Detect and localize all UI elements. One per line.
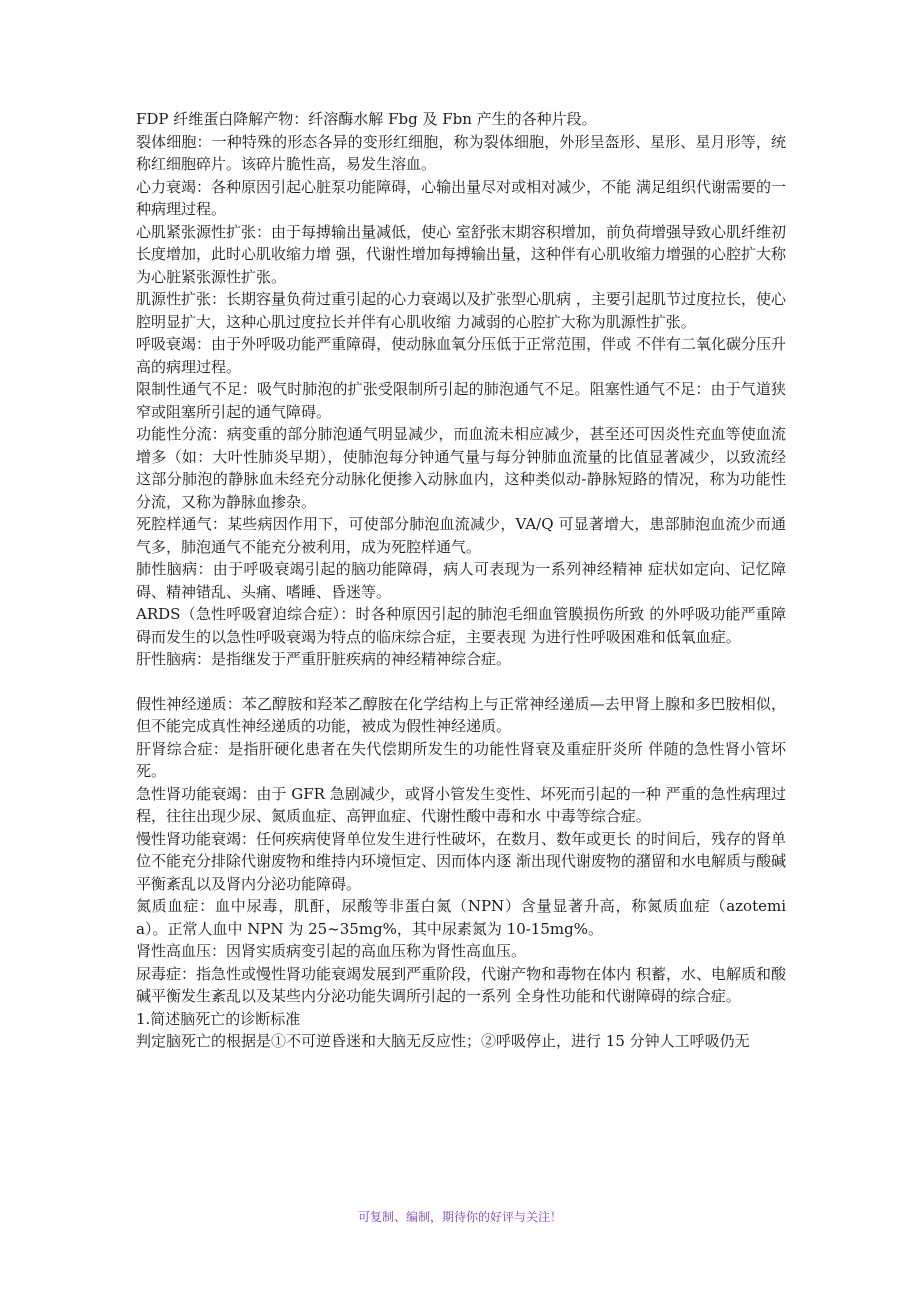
paragraph-fdp: FDP 纤维蛋白降解产物：纤溶酶水解 Fbg 及 Fbn 产生的各种片段。: [136, 110, 597, 128]
paragraph-false-neurotransmitter: 假性神经递质：苯乙醇胺和羟苯乙醇胺在化学结构上与正常神经递质—去甲肾上腺和多巴胺相似，但不能完成真性神经递质的功能，被成为假性神经递质。: [136, 694, 786, 735]
paragraph-hepatorenal-syndrome: 肝肾综合症：是指肝硬化患者在失代偿期所发生的功能性肾衰及重症肝炎所 伴随的急性肾小管坏死。: [136, 739, 786, 780]
paragraph-renal-hypertension: 肾性高血压：因肾实质病变引起的高血压称为肾性高血压。: [136, 942, 527, 960]
section-heading-brain-death: 1.简述脑死亡的诊断标准: [136, 1009, 301, 1028]
paragraph-tonogenic-dilation: 心肌紧张源性扩张：由于每搏输出量减低，使心 室舒张末期容积增加，前负荷增强导致心肌纤维初长度增加，此时心肌收缩力增 强，代谢性增加每搏输出量，这种伴有心肌收缩力增强的心腔扩大称为心脏紧张源性扩张。: [136, 222, 786, 286]
paragraph-brain-death-criteria: 判定脑死亡的根据是①不可逆昏迷和大脑无反应性；②呼吸停止，进行 15 分钟人工呼吸仍无: [136, 1032, 750, 1050]
paragraph-dead-space-ventilation: 死腔样通气：某些病因作用下，可使部分肺泡血流减少，VA/Q 可显著增大，患部肺泡血流少而通气多，肺泡通气不能充分被利用，成为死腔样通气。: [136, 515, 786, 556]
paragraph-gap: [136, 671, 786, 693]
paragraph-heart-failure: 心力衰竭：各种原因引起心脏泵功能障碍，心输出量尽对或相对减少，不能 满足组织代谢需要的一种病理过程。: [136, 177, 786, 218]
paragraph-pulmonary-encephalopathy: 肺性脑病：由于呼吸衰竭引起的脑功能障碍，病人可表现为一系列神经精神 症状如定向、记忆障碍、精神错乱、头痛、嗜睡、昏迷等。: [136, 560, 786, 601]
paragraph-restrictive-hypoventilation: 限制性通气不足：吸气时肺泡的扩张受限制所引起的肺泡通气不足。阻塞性通气不足：由于气道狭窄或阻塞所引起的通气障碍。: [136, 380, 786, 421]
paragraph-functional-shunt: 功能性分流：病变重的部分肺泡通气明显减少，而血流未相应减少，甚至还可因炎性充血等使血流增多（如：大叶性肺炎早期），使肺泡每分钟通气量与每分钟肺血流量的比值显著减少，以致流经这部分肺泡的静脉血未经充分动脉化便掺入动脉血内，这种类似动-静脉短路的情况，称为功能性分流，又称为静脉血掺杂。: [136, 425, 786, 511]
paragraph-azotemia: 氮质血症：血中尿毒，肌酐，尿酸等非蛋白氮（NPN）含量显著升高，称氮质血症（azotemia）。正常人血中 NPN 为 25~35mg%，其中尿素氮为 10-15mg%。: [136, 897, 786, 938]
paragraph-myogenic-dilation: 肌源性扩张：长期容量负荷过重引起的心力衰竭以及扩张型心肌病 ，主要引起肌节过度拉长，使心腔明显扩大，这种心肌过度拉长并伴有心肌收缩 力减弱的心腔扩大称为肌源性扩张。: [136, 290, 786, 331]
paragraph-respiratory-failure: 呼吸衰竭：由于外呼吸功能严重障碍，使动脉血氧分压低于正常范围，伴或 不伴有二氧化碳分压升高的病理过程。: [136, 335, 786, 376]
page-footer: 可复制、编制，期待你的好评与关注！: [357, 1210, 562, 1224]
paragraph-hepatic-encephalopathy: 肝性脑病：是指继发于严重肝脏疾病的神经精神综合症。: [136, 650, 512, 668]
document-body: [136, 108, 786, 1053]
paragraph-chronic-renal-failure: 慢性肾功能衰竭：任何疾病使肾单位发生进行性破坏，在数月、数年或更长 的时间后，残存的肾单位不能充分排除代谢废物和维持内环境恒定、因而体内逐 渐出现代谢废物的潴留和水电解质与酸碱平衡紊乱以及肾内分泌功能障碍。: [136, 829, 786, 893]
paragraph-ards: ARDS（急性呼吸窘迫综合症）：时各种原因引起的肺泡毛细血管膜损伤所致 的外呼吸功能严重障碍而发生的以急性呼吸衰竭为特点的临床综合症，主要表现 为进行性呼吸困难和低氧血症。: [136, 605, 786, 646]
paragraph-schistocyte: 裂体细胞：一种特殊的形态各异的变形红细胞，称为裂体细胞，外形呈盔形、星形、星月形等，统称红细胞碎片。该碎片脆性高，易发生溶血。: [136, 132, 786, 173]
paragraph-acute-renal-failure: 急性肾功能衰竭：由于 GFR 急剧减少，或肾小管发生变性、坏死而引起的一种 严重的急性病理过程，往往出现少尿、氮质血症、高钾血症、代谢性酸中毒和水 中毒等综合症。: [136, 784, 786, 825]
paragraph-uremia: 尿毒症：指急性或慢性肾功能衰竭发展到严重阶段，代谢产物和毒物在体内 积蓄，水、电解质和酸碱平衡发生紊乱以及某些内分泌功能失调所引起的一系列 全身性功能和代谢障碍的综合症。: [136, 964, 786, 1005]
